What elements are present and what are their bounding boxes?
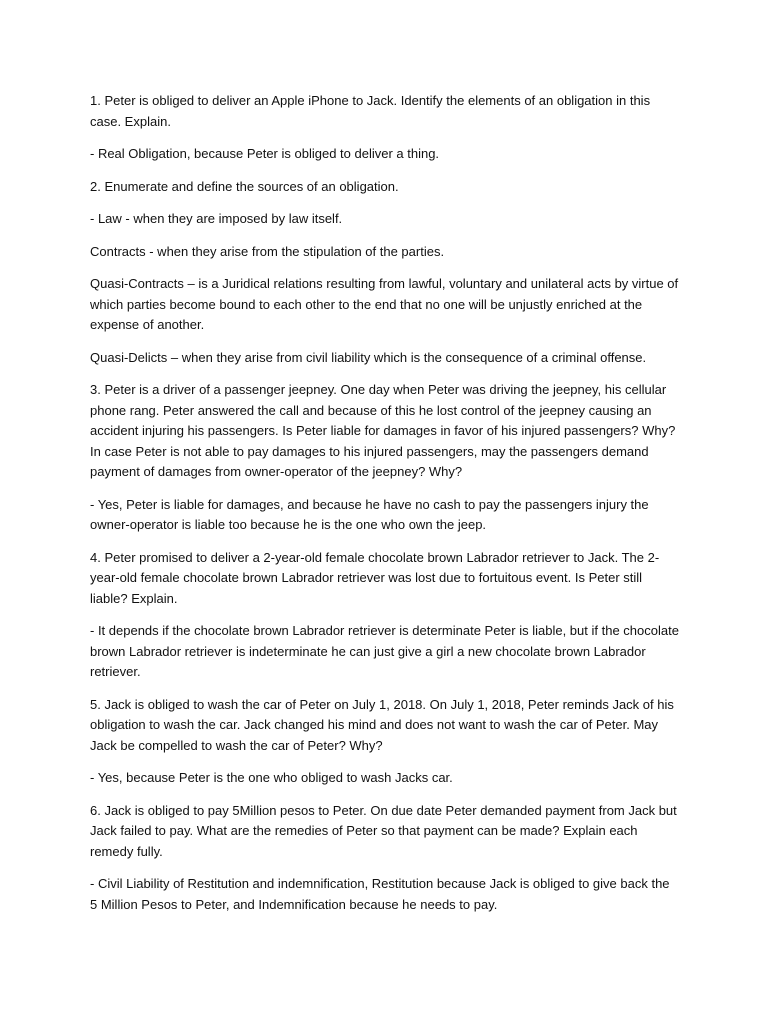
answer-2-quasi-delicts: Quasi-Delicts – when they arise from civil liability which is the consequence of a criminal offense. — [90, 349, 647, 365]
question-2: 2. Enumerate and define the sources of an obligation. — [90, 178, 399, 194]
question-5: 5. Jack is obliged to wash the car of Peter on July 1, 2018. On July 1, 2018, Peter reminds Jack of his obligation to wash the car. Jack changed his mind and does not want to wash the car of Peter. May Jack be compelled to wash the car of Peter? Why? — [90, 696, 674, 753]
question-4: 4. Peter promised to deliver a 2-year-old female chocolate brown Labrador retriever to Jack. The 2-year-old female chocolate brown Labrador retriever was lost due to fortuitous event. Is Peter still liable? Explain. — [90, 549, 660, 606]
answer-2-quasi-contracts: Quasi-Contracts – is a Juridical relations resulting from lawful, voluntary and unilateral acts by virtue of which parties become bound to each other to the end that no one will be unjustly enriched at the expense of another. — [90, 276, 679, 332]
question-1: 1. Peter is obliged to deliver an Apple iPhone to Jack. Identify the elements of an obligation in this case. Explain. — [90, 93, 651, 129]
answer-5: - Yes, because Peter is the one who obliged to wash Jacks car. — [90, 770, 453, 785]
answer-4: - It depends if the chocolate brown Labrador retriever is determinate Peter is liable, but if the chocolate brown Labrador retriever is indeterminate he can just give a girl a new chocolate brown Labrador retriever. — [90, 623, 679, 679]
answer-2-contracts: Contracts - when they arise from the stipulation of the parties. — [90, 243, 445, 259]
answer-3: - Yes, Peter is liable for damages, and because he have no cash to pay the passengers injury the owner-operator is liable too because he is the one who own the jeep. — [90, 496, 649, 532]
document-page — [90, 91, 680, 927]
answer-1: - Real Obligation, because Peter is obliged to deliver a thing. — [90, 146, 440, 161]
answer-6: - Civil Liability of Restitution and indemnification, Restitution because Jack is obliged to give back the 5 Million Pesos to Peter, and Indemnification because he needs to pay. — [90, 876, 670, 912]
answer-2-law: - Law - when they are imposed by law itself. — [90, 211, 343, 226]
question-6: 6. Jack is obliged to pay 5Million pesos to Peter. On due date Peter demanded payment from Jack but Jack failed to pay. What are the remedies of Peter so that payment can be made? Explain each remedy fully. — [90, 802, 677, 859]
question-3: 3. Peter is a driver of a passenger jeepney. One day when Peter was driving the jeepney, his cellular phone rang. Peter answered the call and because of this he lost control of the jeepney causing an accident injuring his passengers. Is Peter liable for damages in favor of his injured passengers? Why? In case Peter is not able to pay damages to his injured passengers, may the passengers demand payment of damages from owner-operator of the jeepney? Why? — [90, 382, 676, 479]
